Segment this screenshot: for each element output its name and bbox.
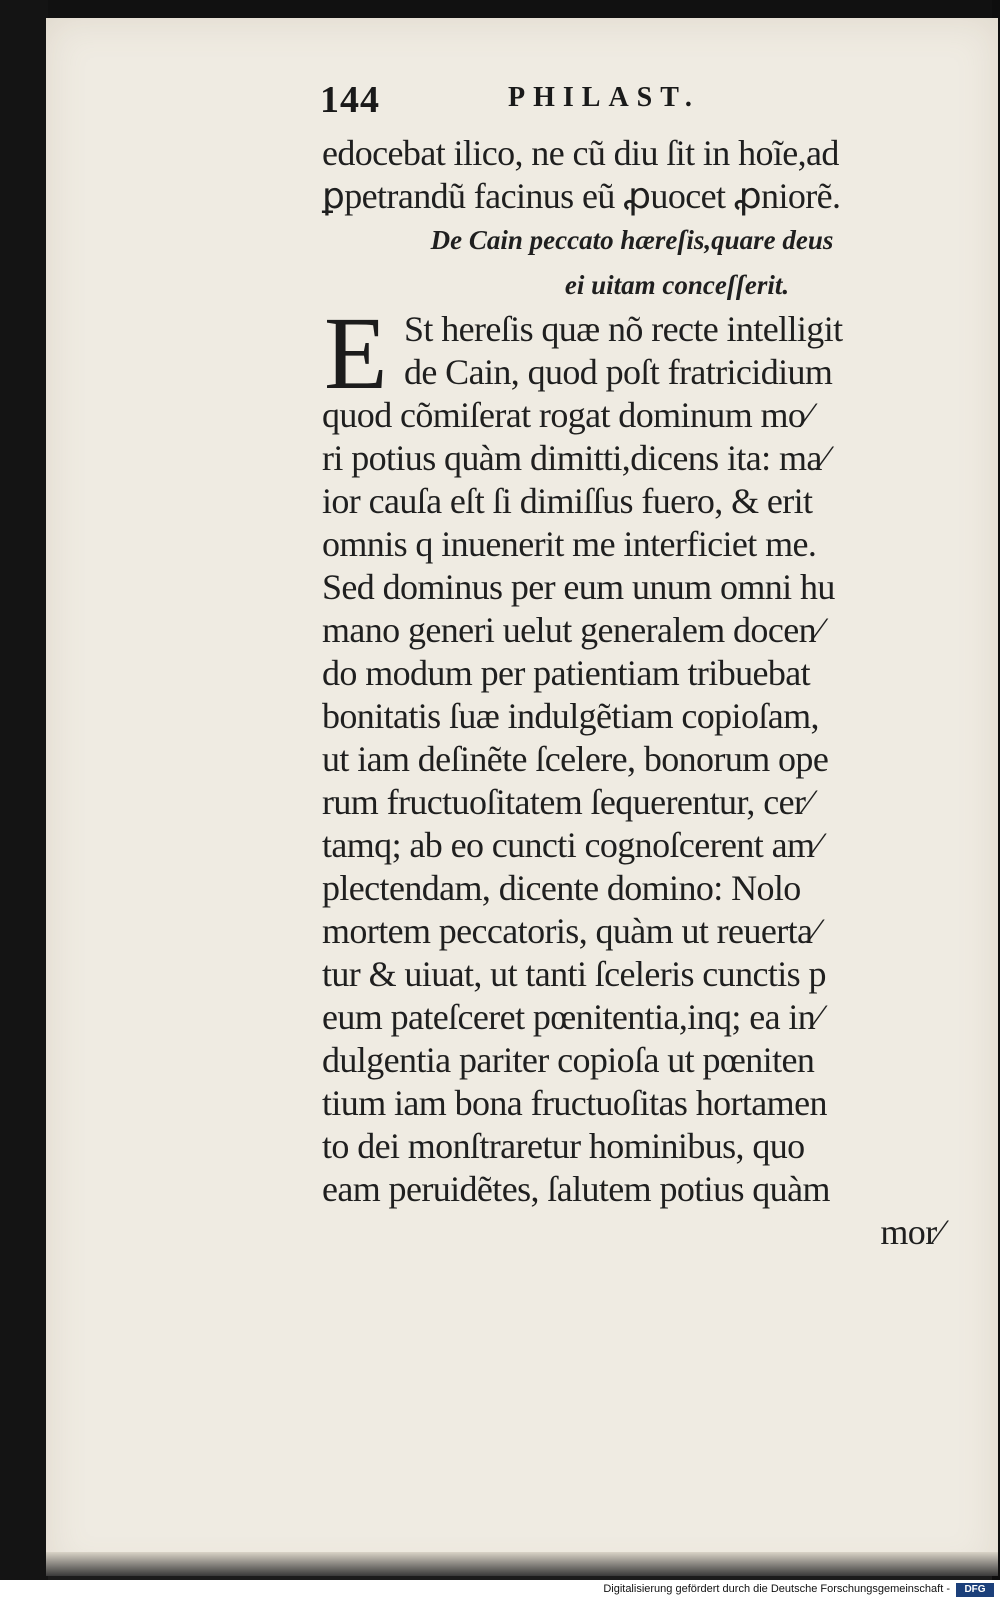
- text-line: ꝑpetrandũ facinus eũ ꝓuocet ꝓniorẽ.: [322, 176, 841, 216]
- drop-cap-initial: E: [324, 296, 388, 411]
- text-line: tur & uiuat, ut tanti ſceleris cunctis p: [322, 954, 826, 994]
- text-line: mano generi uelut generalem docen⁄: [322, 610, 822, 650]
- text-line: de Cain, quod poſt fratricidium: [404, 352, 833, 392]
- footer-credit: Digitalisierung gefördert durch die Deutsche Forschungsgemeinschaft -: [603, 1583, 950, 1595]
- initial-paragraph: [322, 296, 942, 411]
- text-line: St hereſis quæ nõ recte intelligit: [404, 309, 843, 349]
- page-number: 144: [320, 79, 380, 121]
- text-line: ri potius quàm dimitti,dicens ita: ma⁄: [322, 438, 828, 478]
- text-line: edocebat ilico, ne cũ diu ſit in hoĩe,ad: [322, 133, 839, 173]
- text-line: bonitatis ſuæ indulgẽtiam copioſam,: [322, 696, 819, 736]
- text-block: [322, 132, 942, 1254]
- scan-left-edge: [0, 0, 48, 1600]
- paragraph-body: [322, 394, 942, 1211]
- text-line: plectendam, dicente domino: Nolo: [322, 868, 801, 908]
- text-line: quod cõmiſerat rogat dominum mo⁄: [322, 395, 811, 435]
- text-line: to dei monſtraretur hominibus, quo: [322, 1126, 805, 1166]
- catchword: mor⁄: [880, 1212, 942, 1252]
- text-line: ut iam deſinẽte ſcelere, bonorum ope: [322, 739, 829, 779]
- text-line: omnis q inuenerit me interficiet me.: [322, 524, 817, 564]
- text-line: eam peruidẽtes, ſalutem potius quàm: [322, 1169, 830, 1209]
- page-bottom-shadow: [46, 1552, 998, 1576]
- dfg-logo: DFG: [956, 1583, 994, 1597]
- page-header: [320, 78, 940, 128]
- text-line: mortem peccatoris, quàm ut reuerta⁄: [322, 911, 818, 951]
- text-line: rum fructuoſitatem ſequerentur, cer⁄: [322, 782, 811, 822]
- running-head: PHILAST.: [508, 82, 700, 113]
- section-heading: ei uitam conceſſerit.: [564, 270, 790, 300]
- text-line: ior cauſa eſt ſi dimiſſus fuero, & erit: [322, 481, 813, 521]
- text-line: Sed dominus per eum unum omni hu: [322, 567, 835, 607]
- text-line: tamq; ab eo cuncti cognoſcerent am⁄: [322, 825, 820, 865]
- section-heading: De Cain peccato hæreſis,quare deus: [430, 225, 834, 255]
- digitization-footer: [0, 1580, 1000, 1600]
- text-line: tium iam bona fructuoſitas hortamen: [322, 1083, 827, 1123]
- text-line: do modum per patientiam tribuebat: [322, 653, 811, 693]
- text-line: eum pateſceret pœnitentia,inq; ea in⁄: [322, 997, 821, 1037]
- text-line: dulgentia pariter copioſa ut pœniten: [322, 1040, 815, 1080]
